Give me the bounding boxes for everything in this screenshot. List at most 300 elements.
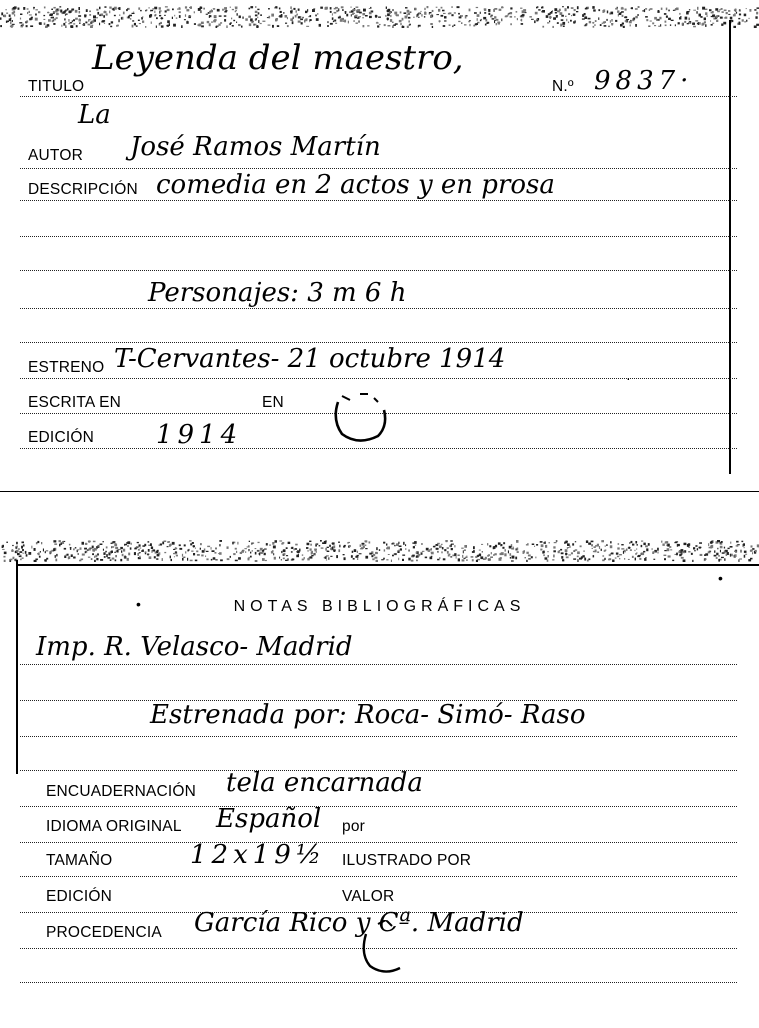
texture-speck (142, 21, 144, 23)
texture-speck (348, 21, 349, 24)
texture-speck (414, 541, 417, 544)
texture-speck (577, 556, 579, 558)
texture-speck (566, 19, 567, 21)
texture-speck (286, 547, 288, 549)
texture-speck (739, 14, 741, 16)
texture-speck (723, 22, 726, 25)
texture-speck (207, 21, 210, 23)
texture-speck (91, 558, 93, 559)
texture-speck (360, 548, 363, 549)
texture-speck (682, 552, 685, 554)
texture-speck (528, 555, 531, 557)
texture-speck (159, 15, 161, 17)
texture-speck (480, 556, 483, 559)
texture-speck (145, 26, 146, 28)
texture-speck (588, 18, 591, 20)
texture-speck (602, 23, 603, 24)
texture-speck (173, 553, 176, 554)
texture-speck (237, 542, 238, 545)
texture-speck (648, 26, 650, 27)
texture-speck (112, 558, 115, 560)
texture-speck (725, 17, 727, 19)
texture-speck (211, 559, 213, 561)
texture-speck (365, 556, 368, 559)
texture-speck (6, 542, 8, 543)
texture-speck (155, 552, 157, 554)
texture-speck (392, 9, 393, 11)
texture-speck (162, 558, 163, 561)
texture-speck (353, 13, 355, 14)
texture-speck (545, 545, 547, 548)
texture-speck (3, 556, 5, 558)
texture-speck (502, 547, 504, 549)
texture-speck (273, 546, 276, 549)
texture-speck (742, 19, 744, 21)
texture-speck (156, 26, 157, 28)
texture-speck (103, 549, 104, 551)
texture-speck (266, 543, 268, 545)
texture-speck (688, 543, 690, 546)
texture-speck (181, 25, 183, 28)
texture-speck (391, 560, 392, 562)
texture-speck (566, 556, 569, 558)
texture-speck (407, 26, 409, 28)
texture-speck (603, 9, 605, 12)
texture-speck (99, 23, 100, 26)
texture-speck (286, 555, 288, 556)
texture-speck (356, 23, 358, 24)
texture-speck (201, 25, 204, 27)
texture-speck (268, 8, 270, 10)
texture-speck (450, 556, 452, 557)
texture-speck (167, 546, 169, 547)
texture-speck (61, 542, 63, 545)
texture-speck (282, 542, 284, 544)
texture-speck (230, 22, 231, 24)
texture-speck (235, 548, 237, 550)
texture-speck (654, 17, 657, 20)
texture-speck (685, 17, 688, 20)
texture-speck (51, 9, 53, 10)
texture-speck (299, 549, 300, 552)
texture-speck (520, 8, 522, 9)
texture-speck (549, 542, 550, 543)
texture-speck (302, 559, 304, 561)
texture-speck (333, 545, 335, 548)
texture-speck (362, 17, 364, 18)
dotted-rule (20, 96, 737, 97)
texture-speck (693, 26, 696, 28)
texture-speck (269, 16, 271, 19)
texture-speck (565, 541, 568, 542)
texture-speck (216, 26, 219, 27)
texture-speck (553, 546, 555, 548)
texture-speck (488, 13, 490, 15)
texture-speck (606, 19, 607, 21)
texture-speck (553, 550, 556, 552)
texture-speck (241, 551, 244, 553)
texture-speck (134, 552, 136, 555)
texture-speck (688, 22, 691, 23)
texture-speck (369, 553, 372, 555)
texture-speck (728, 548, 730, 549)
texture-speck (13, 7, 15, 9)
texture-speck (402, 18, 404, 21)
texture-speck (290, 11, 293, 12)
texture-speck (496, 19, 499, 21)
texture-speck (164, 541, 167, 543)
texture-speck (33, 7, 35, 8)
texture-speck (477, 14, 480, 17)
texture-speck (105, 551, 107, 553)
texture-speck (291, 547, 293, 549)
texture-speck (160, 10, 162, 11)
texture-speck (610, 545, 613, 548)
texture-speck (409, 24, 411, 26)
texture-speck (668, 18, 671, 20)
texture-speck (329, 545, 331, 547)
texture-speck (232, 9, 234, 10)
texture-speck (623, 551, 624, 554)
texture-speck (140, 10, 142, 11)
texture-speck (400, 11, 402, 13)
texture-speck (474, 12, 477, 14)
texture-speck (469, 24, 470, 26)
texture-speck (618, 543, 620, 545)
dotted-rule (20, 270, 737, 271)
texture-speck (547, 551, 549, 552)
texture-speck (664, 555, 667, 556)
texture-speck (156, 558, 158, 560)
texture-speck (386, 559, 388, 560)
texture-speck (510, 12, 513, 14)
texture-speck (540, 541, 543, 543)
texture-speck (444, 20, 446, 22)
texture-speck (503, 542, 505, 544)
texture-speck (724, 558, 725, 561)
texture-speck (644, 558, 646, 561)
texture-speck (623, 26, 625, 28)
texture-speck (501, 544, 502, 546)
texture-speck (250, 6, 253, 8)
texture-speck (260, 552, 263, 554)
texture-speck (571, 7, 574, 9)
texture-speck (55, 555, 56, 558)
texture-speck (568, 554, 571, 555)
texture-speck (619, 558, 620, 559)
texture-speck (458, 21, 460, 22)
texture-speck (585, 24, 586, 26)
texture-speck (106, 13, 108, 15)
texture-speck (114, 15, 116, 16)
texture-speck (697, 548, 698, 550)
edicion-label: EDICIÓN (46, 888, 112, 905)
texture-speck (172, 542, 175, 545)
texture-speck (47, 12, 49, 13)
texture-speck (35, 18, 38, 21)
texture-speck (133, 12, 134, 13)
texture-speck (660, 24, 661, 26)
texture-speck (334, 20, 336, 22)
texture-speck (148, 549, 150, 552)
texture-speck (708, 543, 709, 546)
texture-speck (615, 557, 617, 558)
texture-speck (352, 9, 355, 11)
texture-speck (451, 544, 454, 545)
texture-speck (449, 554, 451, 556)
texture-speck (390, 15, 391, 17)
texture-speck (441, 551, 442, 553)
texture-speck (53, 7, 55, 9)
texture-speck (384, 549, 385, 551)
texture-speck (407, 10, 410, 13)
texture-speck (59, 540, 61, 542)
texture-speck (85, 551, 87, 553)
texture-speck (500, 557, 502, 559)
texture-speck (736, 541, 739, 543)
texture-speck (689, 9, 690, 10)
texture-speck (622, 15, 624, 17)
texture-speck (330, 7, 332, 9)
texture-speck (98, 545, 99, 547)
texture-speck (285, 23, 287, 24)
dotted-rule (20, 200, 737, 201)
dotted-rule (20, 876, 737, 877)
texture-speck (353, 558, 355, 560)
texture-speck (557, 22, 559, 24)
texture-speck (571, 15, 572, 16)
texture-speck (717, 11, 720, 13)
texture-speck (67, 8, 69, 10)
texture-speck (249, 557, 250, 559)
texture-speck (616, 553, 619, 555)
texture-speck (445, 540, 448, 541)
texture-speck (249, 16, 251, 17)
texture-speck (75, 547, 77, 548)
texture-speck (36, 542, 38, 544)
texture-speck (145, 552, 147, 553)
texture-speck (675, 24, 676, 26)
texture-speck (706, 15, 708, 16)
texture-speck (200, 543, 201, 545)
texture-speck (317, 13, 318, 14)
texture-speck (679, 13, 680, 15)
texture-speck (73, 557, 76, 559)
texture-speck (262, 558, 265, 561)
texture-speck (540, 549, 542, 551)
texture-speck (185, 14, 186, 16)
texture-speck (698, 22, 699, 25)
texture-speck (542, 26, 544, 28)
texture-speck (688, 547, 690, 548)
texture-speck (65, 22, 66, 23)
texture-speck (626, 19, 629, 20)
texture-speck (214, 19, 217, 21)
notas-title: NOTAS BIBLIOGRÁFICAS (233, 598, 526, 615)
texture-speck (462, 559, 465, 561)
texture-speck (545, 557, 547, 558)
texture-speck (45, 551, 46, 553)
texture-speck (561, 556, 563, 559)
texture-speck (714, 550, 715, 552)
texture-speck (119, 7, 121, 10)
texture-speck (92, 21, 93, 24)
texture-speck (302, 17, 303, 19)
texture-speck (227, 546, 229, 549)
texture-speck (357, 555, 359, 556)
texture-speck (86, 9, 88, 12)
texture-speck (424, 16, 425, 18)
texture-speck (641, 552, 644, 555)
texture-speck (362, 13, 365, 15)
texture-speck (668, 10, 670, 12)
texture-speck (520, 20, 521, 21)
texture-speck (330, 23, 333, 25)
texture-speck (127, 545, 129, 546)
texture-speck (471, 556, 474, 558)
texture-speck (141, 550, 143, 551)
texture-speck (422, 551, 424, 552)
texture-speck (154, 11, 155, 13)
texture-speck (356, 7, 359, 8)
texture-speck (273, 553, 274, 555)
texture-speck (51, 17, 53, 18)
texture-speck (179, 11, 181, 13)
ink-stamp (358, 920, 410, 976)
texture-speck (620, 24, 623, 27)
texture-speck (306, 26, 309, 27)
texture-speck (165, 10, 167, 12)
texture-speck (386, 544, 387, 546)
estreno-value: T-Cervantes- 21 octubre 1914 (114, 344, 506, 374)
texture-speck (121, 17, 122, 19)
texture-speck (149, 15, 151, 18)
texture-speck (332, 13, 333, 15)
texture-speck (287, 25, 289, 27)
texture-speck (536, 544, 538, 546)
texture-speck (65, 14, 67, 15)
texture-speck (214, 15, 217, 18)
texture-speck (338, 17, 341, 19)
texture-speck (355, 15, 357, 17)
texture-speck (550, 12, 553, 14)
texture-speck (664, 13, 667, 15)
texture-speck (736, 12, 737, 14)
texture-speck (27, 8, 29, 9)
texture-speck (436, 14, 439, 15)
texture-speck (77, 549, 79, 550)
texture-speck (327, 25, 329, 27)
texture-speck (630, 24, 631, 26)
texture-speck (118, 19, 119, 22)
numero-value: 9837· (594, 66, 694, 96)
texture-speck (127, 558, 129, 561)
texture-speck (476, 556, 477, 558)
texture-speck (319, 24, 321, 27)
texture-speck (248, 549, 249, 551)
texture-speck (224, 7, 227, 10)
texture-speck (494, 8, 497, 10)
texture-speck (488, 558, 490, 560)
texture-speck (572, 543, 574, 545)
texture-speck (573, 558, 576, 559)
texture-speck (501, 7, 504, 9)
texture-speck (103, 552, 105, 555)
texture-speck (120, 547, 123, 549)
texture-speck (720, 17, 723, 19)
texture-speck (410, 12, 412, 13)
texture-speck (351, 555, 353, 557)
texture-speck (730, 542, 731, 544)
texture-speck (206, 551, 209, 552)
texture-speck (193, 553, 195, 555)
texture-speck (230, 7, 231, 8)
texture-speck (309, 541, 311, 542)
texture-speck (641, 545, 643, 547)
encuadernacion-value: tela encarnada (226, 768, 423, 798)
texture-speck (394, 553, 396, 554)
texture-speck (172, 9, 174, 11)
texture-speck (695, 545, 697, 547)
texture-speck (52, 21, 55, 22)
texture-speck (447, 547, 449, 549)
texture-speck (155, 14, 156, 16)
texture-speck (85, 543, 88, 545)
texture-speck (568, 22, 569, 24)
texture-speck (546, 15, 549, 18)
texture-speck (403, 542, 405, 545)
texture-speck (750, 550, 752, 552)
texture-speck (511, 560, 514, 562)
texture-speck (35, 9, 38, 10)
texture-speck (78, 15, 81, 17)
texture-speck (744, 551, 747, 553)
texture-speck (351, 7, 352, 8)
texture-speck (310, 556, 313, 558)
texture-speck (542, 10, 545, 13)
texture-speck (117, 550, 118, 552)
texture-speck (54, 543, 57, 545)
texture-speck (363, 9, 366, 12)
texture-speck (65, 555, 66, 556)
texture-speck (653, 551, 656, 552)
texture-speck (84, 14, 86, 17)
texture-speck (160, 22, 162, 24)
texture-speck (526, 552, 528, 554)
texture-speck (16, 550, 18, 552)
texture-speck (582, 555, 584, 557)
texture-speck (100, 559, 103, 561)
ink-stamp (328, 390, 390, 446)
texture-speck (593, 555, 595, 557)
texture-speck (46, 550, 49, 551)
texture-speck (477, 22, 480, 24)
texture-speck (396, 543, 398, 545)
texture-speck (6, 9, 7, 10)
texture-speck (431, 556, 433, 557)
texture-speck (332, 17, 334, 20)
texture-speck (247, 546, 250, 547)
texture-speck (251, 543, 252, 545)
texture-speck (588, 543, 591, 545)
texture-speck (563, 26, 565, 28)
texture-speck (196, 551, 198, 553)
texture-speck (109, 23, 111, 25)
texture-speck (454, 545, 455, 547)
texture-speck (743, 543, 745, 546)
texture-speck (688, 551, 690, 553)
texture-speck (611, 19, 612, 22)
